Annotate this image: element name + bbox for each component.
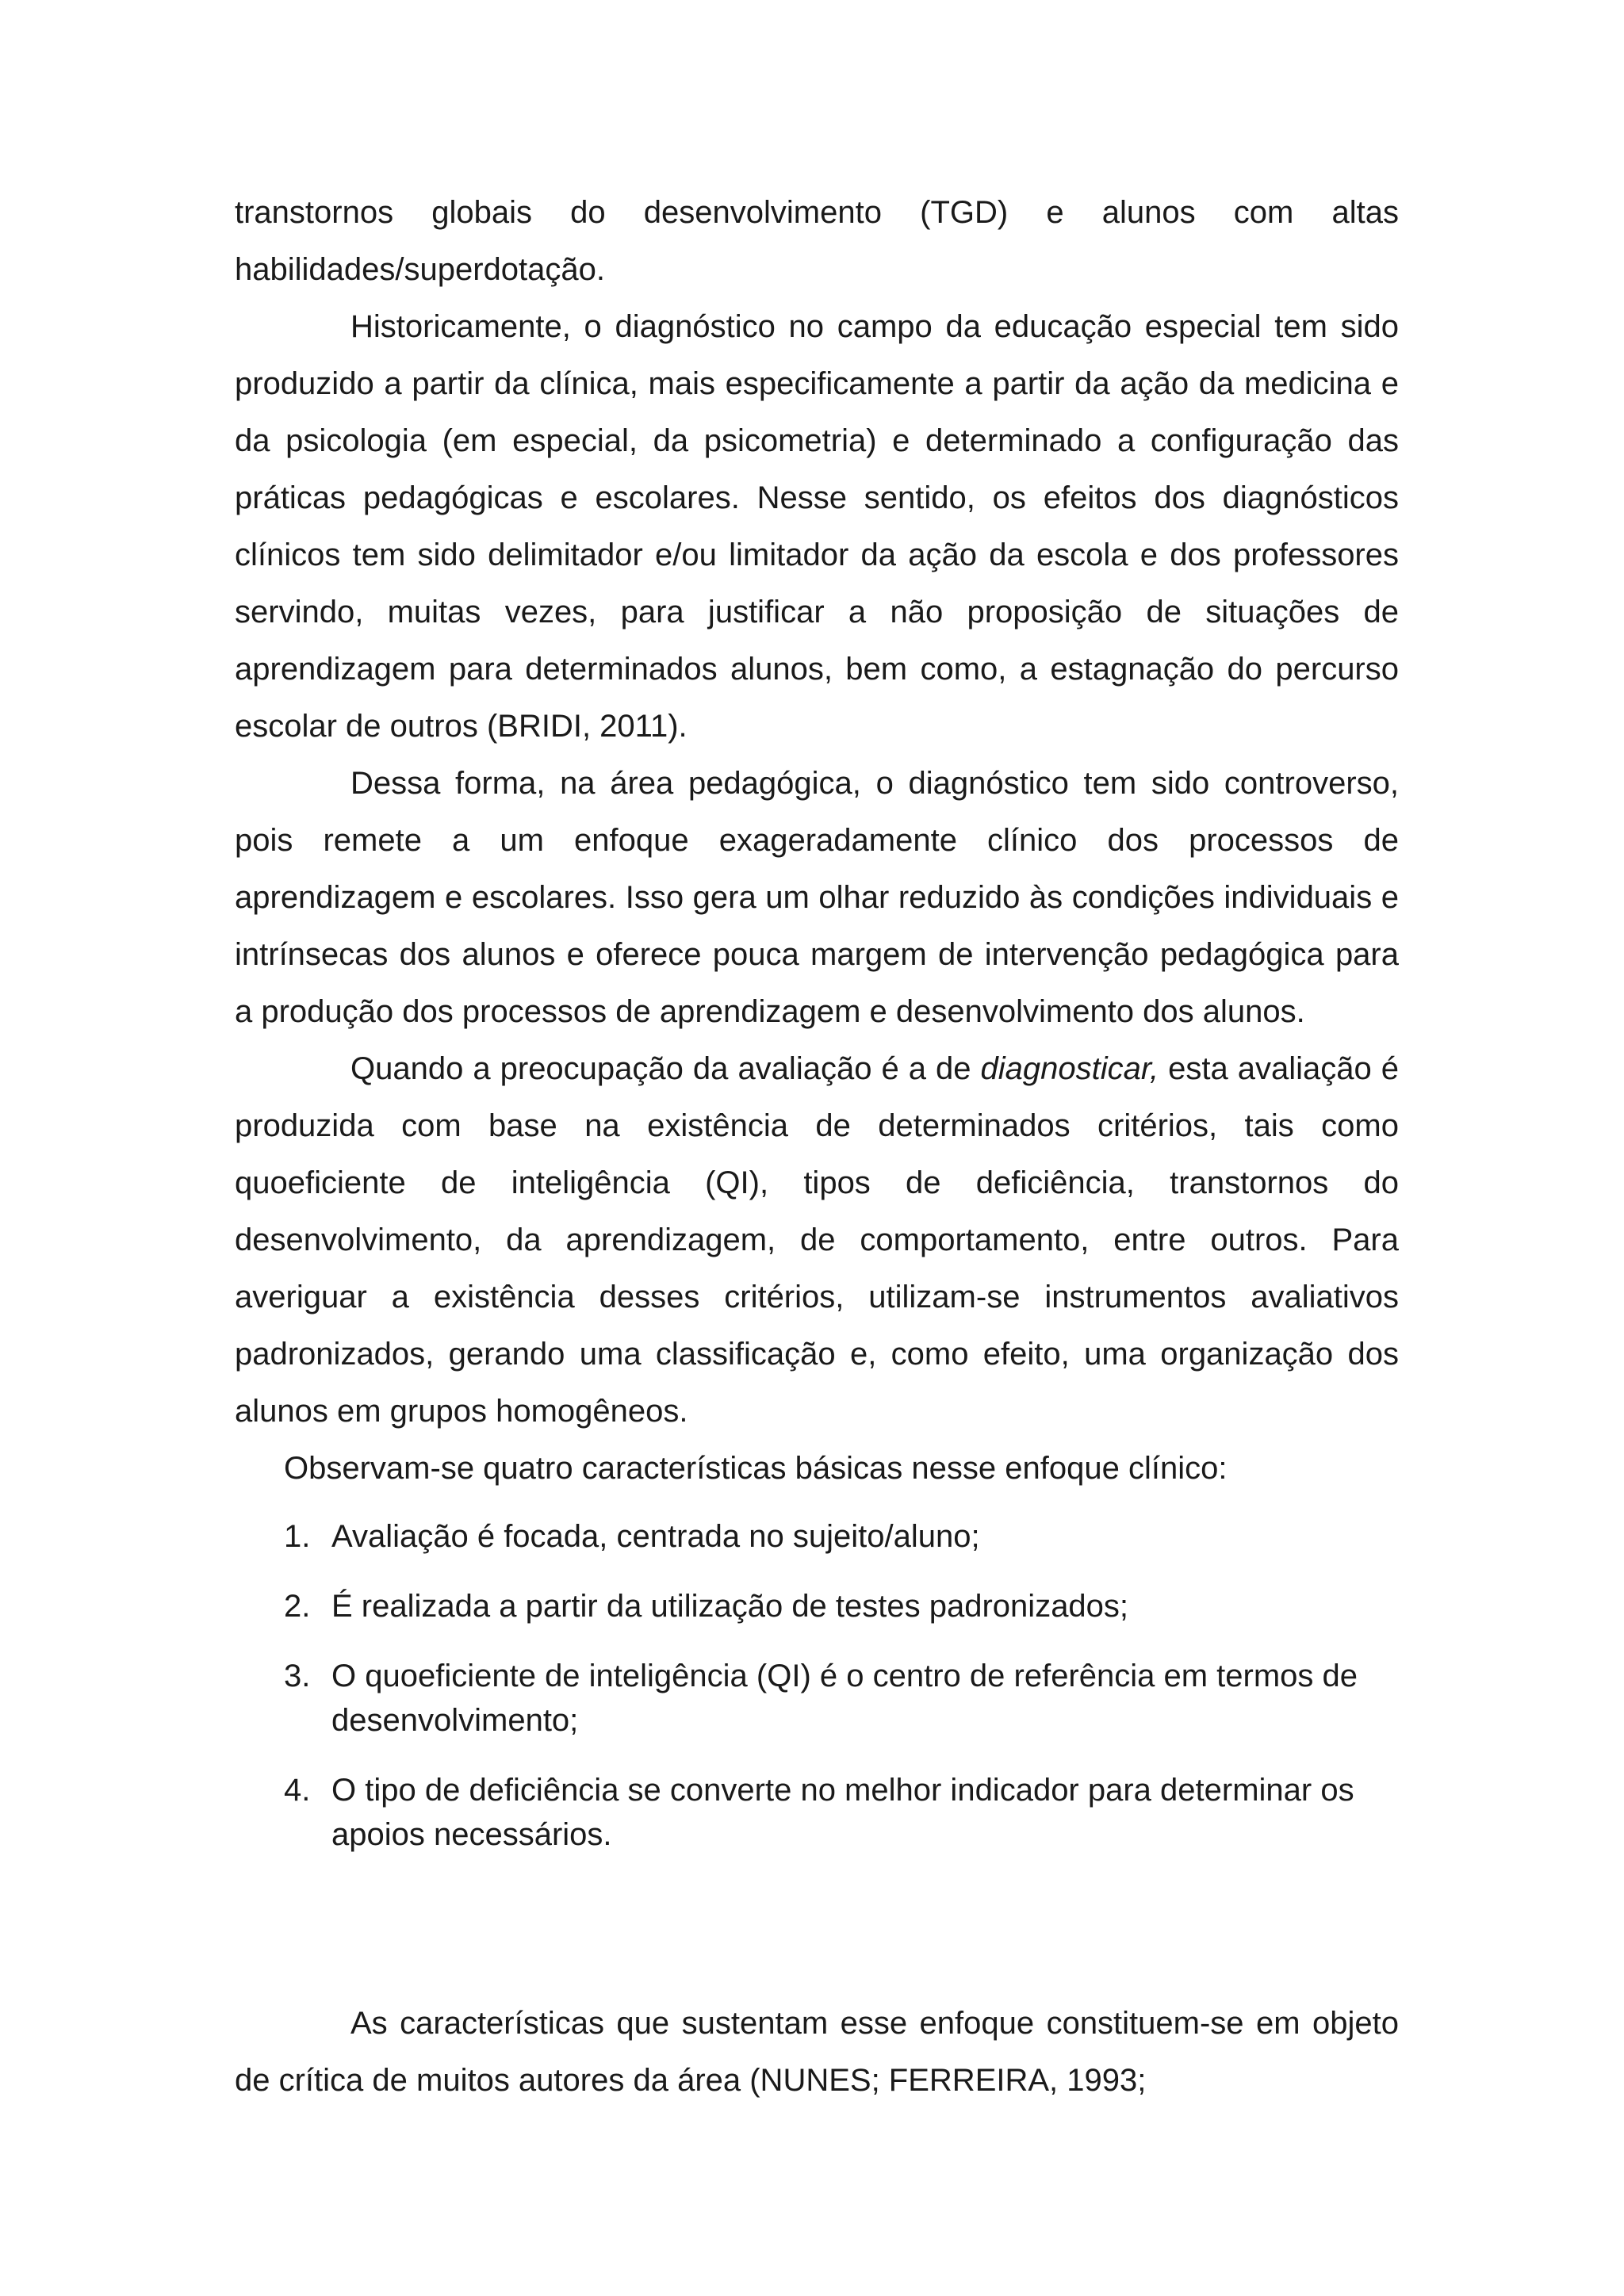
list-number: 3. (284, 1659, 311, 1693)
paragraph-historicamente: Historicamente, o diagnóstico no campo da educação especial tem sido produzido a partir da clínica, mais especificamente a partir da ação da medicina e da psicologia (em especial, da psicometria) e determinado a configuração das práticas pedagógicas e escolares. Nesse sentido, os efeitos dos diagnósticos clínicos tem sido delimitador e/ou limitador da ação da escola e dos professores servindo, muitas vezes, para justificar a não proposição de situações de aprendizagem para determinados alunos, bem como, a estagnação do percurso escolar de outros (BRIDI, 2011). (235, 309, 1399, 744)
emphasis-diagnosticar: diagnosticar, (980, 1051, 1159, 1086)
paragraph-quando (235, 1040, 1399, 1440)
body-text (235, 184, 1399, 1882)
list-item-text: Avaliação é focada, centrada no sujeito/aluno; (331, 1519, 980, 1554)
paragraph-continuation: transtornos globais do desenvolvimento (TGD) e alunos com altas habilidades/superdotação. (235, 195, 1399, 287)
list-item-text: O tipo de deficiência se converte no melhor indicador para determinar os apoios necessários. (331, 1773, 1354, 1852)
list-intro: Observam-se quatro características básicas nesse enfoque clínico: (284, 1451, 1228, 1486)
list-item (235, 1768, 1399, 1857)
paragraph-quando-start: Quando a preocupação da avaliação é a de (350, 1051, 981, 1086)
paragraph-caracteristicas: As características que sustentam esse enfoque constituem-se em objeto de crítica de muitos autores da área (NUNES; FERREIRA, 1993; (235, 2006, 1399, 2098)
list-item-text: O quoeficiente de inteligência (QI) é o centro de referência em termos de desenvolvimento; (331, 1659, 1358, 1738)
list-number: 1. (284, 1519, 311, 1554)
list-number: 2. (284, 1589, 311, 1624)
characteristics-list (235, 1514, 1399, 1857)
paragraph-dessa-forma: Dessa forma, na área pedagógica, o diagnóstico tem sido controverso, pois remete a um enfoque exageradamente clínico dos processos de aprendizagem e escolares. Isso gera um olhar reduzido às condições individuais e intrínsecas dos alunos e oferece pouca margem de intervenção pedagógica para a produção dos processos de aprendizagem e desenvolvimento dos alunos. (235, 766, 1399, 1029)
list-item (235, 1654, 1399, 1743)
list-number: 4. (284, 1773, 311, 1808)
list-item (235, 1514, 1399, 1559)
body-text-final (235, 1995, 1399, 2109)
list-item (235, 1584, 1399, 1628)
list-item-text: É realizada a partir da utilização de testes padronizados; (331, 1589, 1129, 1624)
paragraph-quando-end: esta avaliação é produzida com base na existência de determinados critérios, tais como quoeficiente de inteligência (QI), tipos de deficiência, transtornos do desenvolvimento, da aprendizagem, de comportamento, entre outros. Para averiguar a existência desses critérios, utilizam-se instrumentos avaliativos padronizados, gerando uma classificação e, como efeito, uma organização dos alunos em grupos homogêneos. (235, 1051, 1399, 1429)
